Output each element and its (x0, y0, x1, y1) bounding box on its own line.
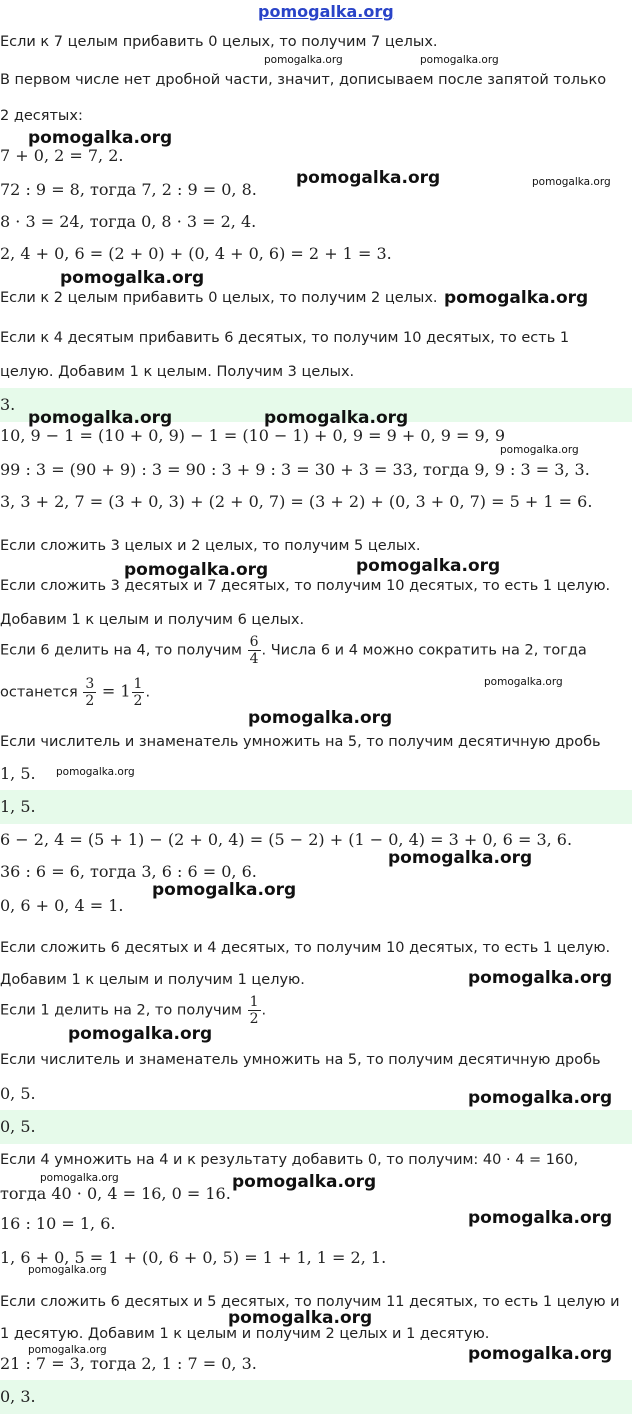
text-line: Добавим 1 к целым и получим 1 целую. (0, 972, 305, 988)
text-part: . (145, 684, 151, 701)
watermark: pomogalka.org (468, 1088, 613, 1108)
watermark: pomogalka.org (356, 556, 501, 576)
numerator: 1 (249, 994, 259, 1010)
watermark: pomogalka.org (28, 1264, 107, 1276)
numerator: 1 (133, 676, 143, 692)
math-line: 21 : 7 = 3, тогда 2, 1 : 7 = 0, 3. (0, 1354, 257, 1373)
fraction (83, 676, 96, 709)
watermark: pomogalka.org (468, 1344, 613, 1364)
text-line: Если сложить 3 десятых и 7 десятых, то получим 10 десятых, то есть 1 целую. (0, 578, 611, 594)
math-line: 16 : 10 = 1, 6. (0, 1214, 116, 1233)
watermark: pomogalka.org (420, 54, 499, 66)
math-line: 10, 9 − 1 = (10 + 0, 9) − 1 = (10 − 1) + 0, 9 = 9 + 0, 9 = 9, 9 (0, 426, 506, 445)
numerator: 3 (85, 676, 95, 692)
watermark: pomogalka.org (28, 128, 173, 148)
text-line: Если сложить 3 целых и 2 целых, то получим 5 целых. (0, 538, 421, 554)
text-line: Если числитель и знаменатель умножить на 5, то получим десятичную дробь (0, 1052, 601, 1068)
watermark: pomogalka.org (484, 676, 563, 688)
denominator: 2 (85, 693, 95, 709)
fraction (248, 634, 261, 667)
text-line: целую. Добавим 1 к целым. Получим 3 целых. (0, 364, 355, 380)
watermark: pomogalka.org (232, 1172, 377, 1192)
watermark: pomogalka.org (388, 848, 533, 868)
math-line: 0, 6 + 0, 4 = 1. (0, 896, 124, 915)
math-line: 2, 4 + 0, 6 = (2 + 0) + (0, 4 + 0, 6) = 2 + 1 = 3. (0, 244, 392, 263)
watermark: pomogalka.org (28, 1344, 107, 1356)
watermark: pomogalka.org (228, 1308, 373, 1328)
denominator: 2 (249, 1011, 259, 1027)
watermark: pomogalka.org (124, 560, 269, 580)
watermark: pomogalka.org (56, 766, 135, 778)
answer-value: 1, 5. (0, 797, 36, 816)
math-line: 99 : 3 = (90 + 9) : 3 = 90 : 3 + 9 : 3 = 30 + 3 = 33, тогда 9, 9 : 3 = 3, 3. (0, 460, 590, 479)
top-watermark: pomogalka.org (258, 2, 394, 21)
text-line: Добавим 1 к целым и получим 6 целых. (0, 612, 305, 628)
numerator: 6 (249, 634, 259, 650)
text-line-fraction (0, 676, 150, 709)
text-line: 1 десятую. Добавим 1 к целым и получим 2 целых и 1 десятую. (0, 1326, 490, 1342)
math-line: 1, 5. (0, 764, 36, 783)
watermark: pomogalka.org (60, 268, 205, 288)
text-line: Если 4 умножить на 4 и к результату добавить 0, то получим: 40 · 4 = 160, (0, 1152, 579, 1168)
text-part: . (261, 1002, 267, 1019)
text-line: Если сложить 6 десятых и 5 десятых, то получим 11 десятых, то есть 1 целую и (0, 1294, 620, 1310)
answer-band (0, 790, 632, 824)
watermark: pomogalka.org (40, 1172, 119, 1184)
watermark: pomogalka.org (264, 54, 343, 66)
math-line: 36 : 6 = 6, тогда 3, 6 : 6 = 0, 6. (0, 862, 257, 881)
answer-band (0, 1380, 632, 1414)
math-line: 72 : 9 = 8, тогда 7, 2 : 9 = 0, 8. (0, 180, 257, 199)
denominator: 4 (249, 651, 259, 667)
watermark: pomogalka.org (500, 444, 579, 456)
math-line: 3, 3 + 2, 7 = (3 + 0, 3) + (2 + 0, 7) = (3 + 2) + (0, 3 + 0, 7) = 5 + 1 = 6. (0, 492, 593, 511)
text-line: Если к 4 десятым прибавить 6 десятых, то получим 10 десятых, то есть 1 (0, 330, 570, 346)
watermark: pomogalka.org (68, 1024, 213, 1044)
math-line: 6 − 2, 4 = (5 + 1) − (2 + 0, 4) = (5 − 2) + (1 − 0, 4) = 3 + 0, 6 = 3, 6. (0, 830, 573, 849)
math-line: тогда 40 · 0, 4 = 16, 0 = 16. (0, 1184, 231, 1203)
watermark: pomogalka.org (444, 288, 589, 308)
text-part: Если 6 делить на 4, то получим (0, 642, 242, 659)
text-line: 2 десятых: (0, 108, 83, 124)
answer-value: 0, 3. (0, 1387, 36, 1406)
math-line: 0, 5. (0, 1084, 36, 1103)
text-line-fraction (0, 994, 266, 1027)
text-part: останется (0, 684, 78, 701)
math-line: 8 · 3 = 24, тогда 0, 8 · 3 = 2, 4. (0, 212, 257, 231)
answer-band (0, 1110, 632, 1144)
watermark: pomogalka.org (468, 1208, 613, 1228)
math-line: 1, 6 + 0, 5 = 1 + (0, 6 + 0, 5) = 1 + 1, 1 = 2, 1. (0, 1248, 387, 1267)
text-part: Если 1 делить на 2, то получим (0, 1002, 242, 1019)
answer-value: 3. (0, 395, 16, 414)
watermark: pomogalka.org (264, 408, 409, 428)
text-part: = 1 (101, 681, 131, 701)
watermark: pomogalka.org (152, 880, 297, 900)
text-part: . Числа 6 и 4 можно сократить на 2, тогда (261, 642, 587, 659)
watermark: pomogalka.org (248, 708, 393, 728)
text-line: Если к 2 целым прибавить 0 целых, то получим 2 целых. (0, 290, 438, 306)
answer-value: 0, 5. (0, 1117, 36, 1136)
text-line: Если к 7 целым прибавить 0 целых, то получим 7 целых. (0, 34, 438, 50)
watermark: pomogalka.org (296, 168, 441, 188)
fraction (132, 676, 145, 709)
fraction (248, 994, 261, 1027)
denominator: 2 (133, 693, 143, 709)
watermark: pomogalka.org (468, 968, 613, 988)
watermark: pomogalka.org (532, 176, 611, 188)
text-line: В первом числе нет дробной части, значит, дописываем после запятой только (0, 72, 607, 88)
text-line-fraction (0, 634, 587, 667)
math-line: 7 + 0, 2 = 7, 2. (0, 146, 124, 165)
watermark: pomogalka.org (28, 408, 173, 428)
text-line: Если числитель и знаменатель умножить на 5, то получим десятичную дробь (0, 734, 601, 750)
text-line: Если сложить 6 десятых и 4 десятых, то получим 10 десятых, то есть 1 целую. (0, 940, 611, 956)
